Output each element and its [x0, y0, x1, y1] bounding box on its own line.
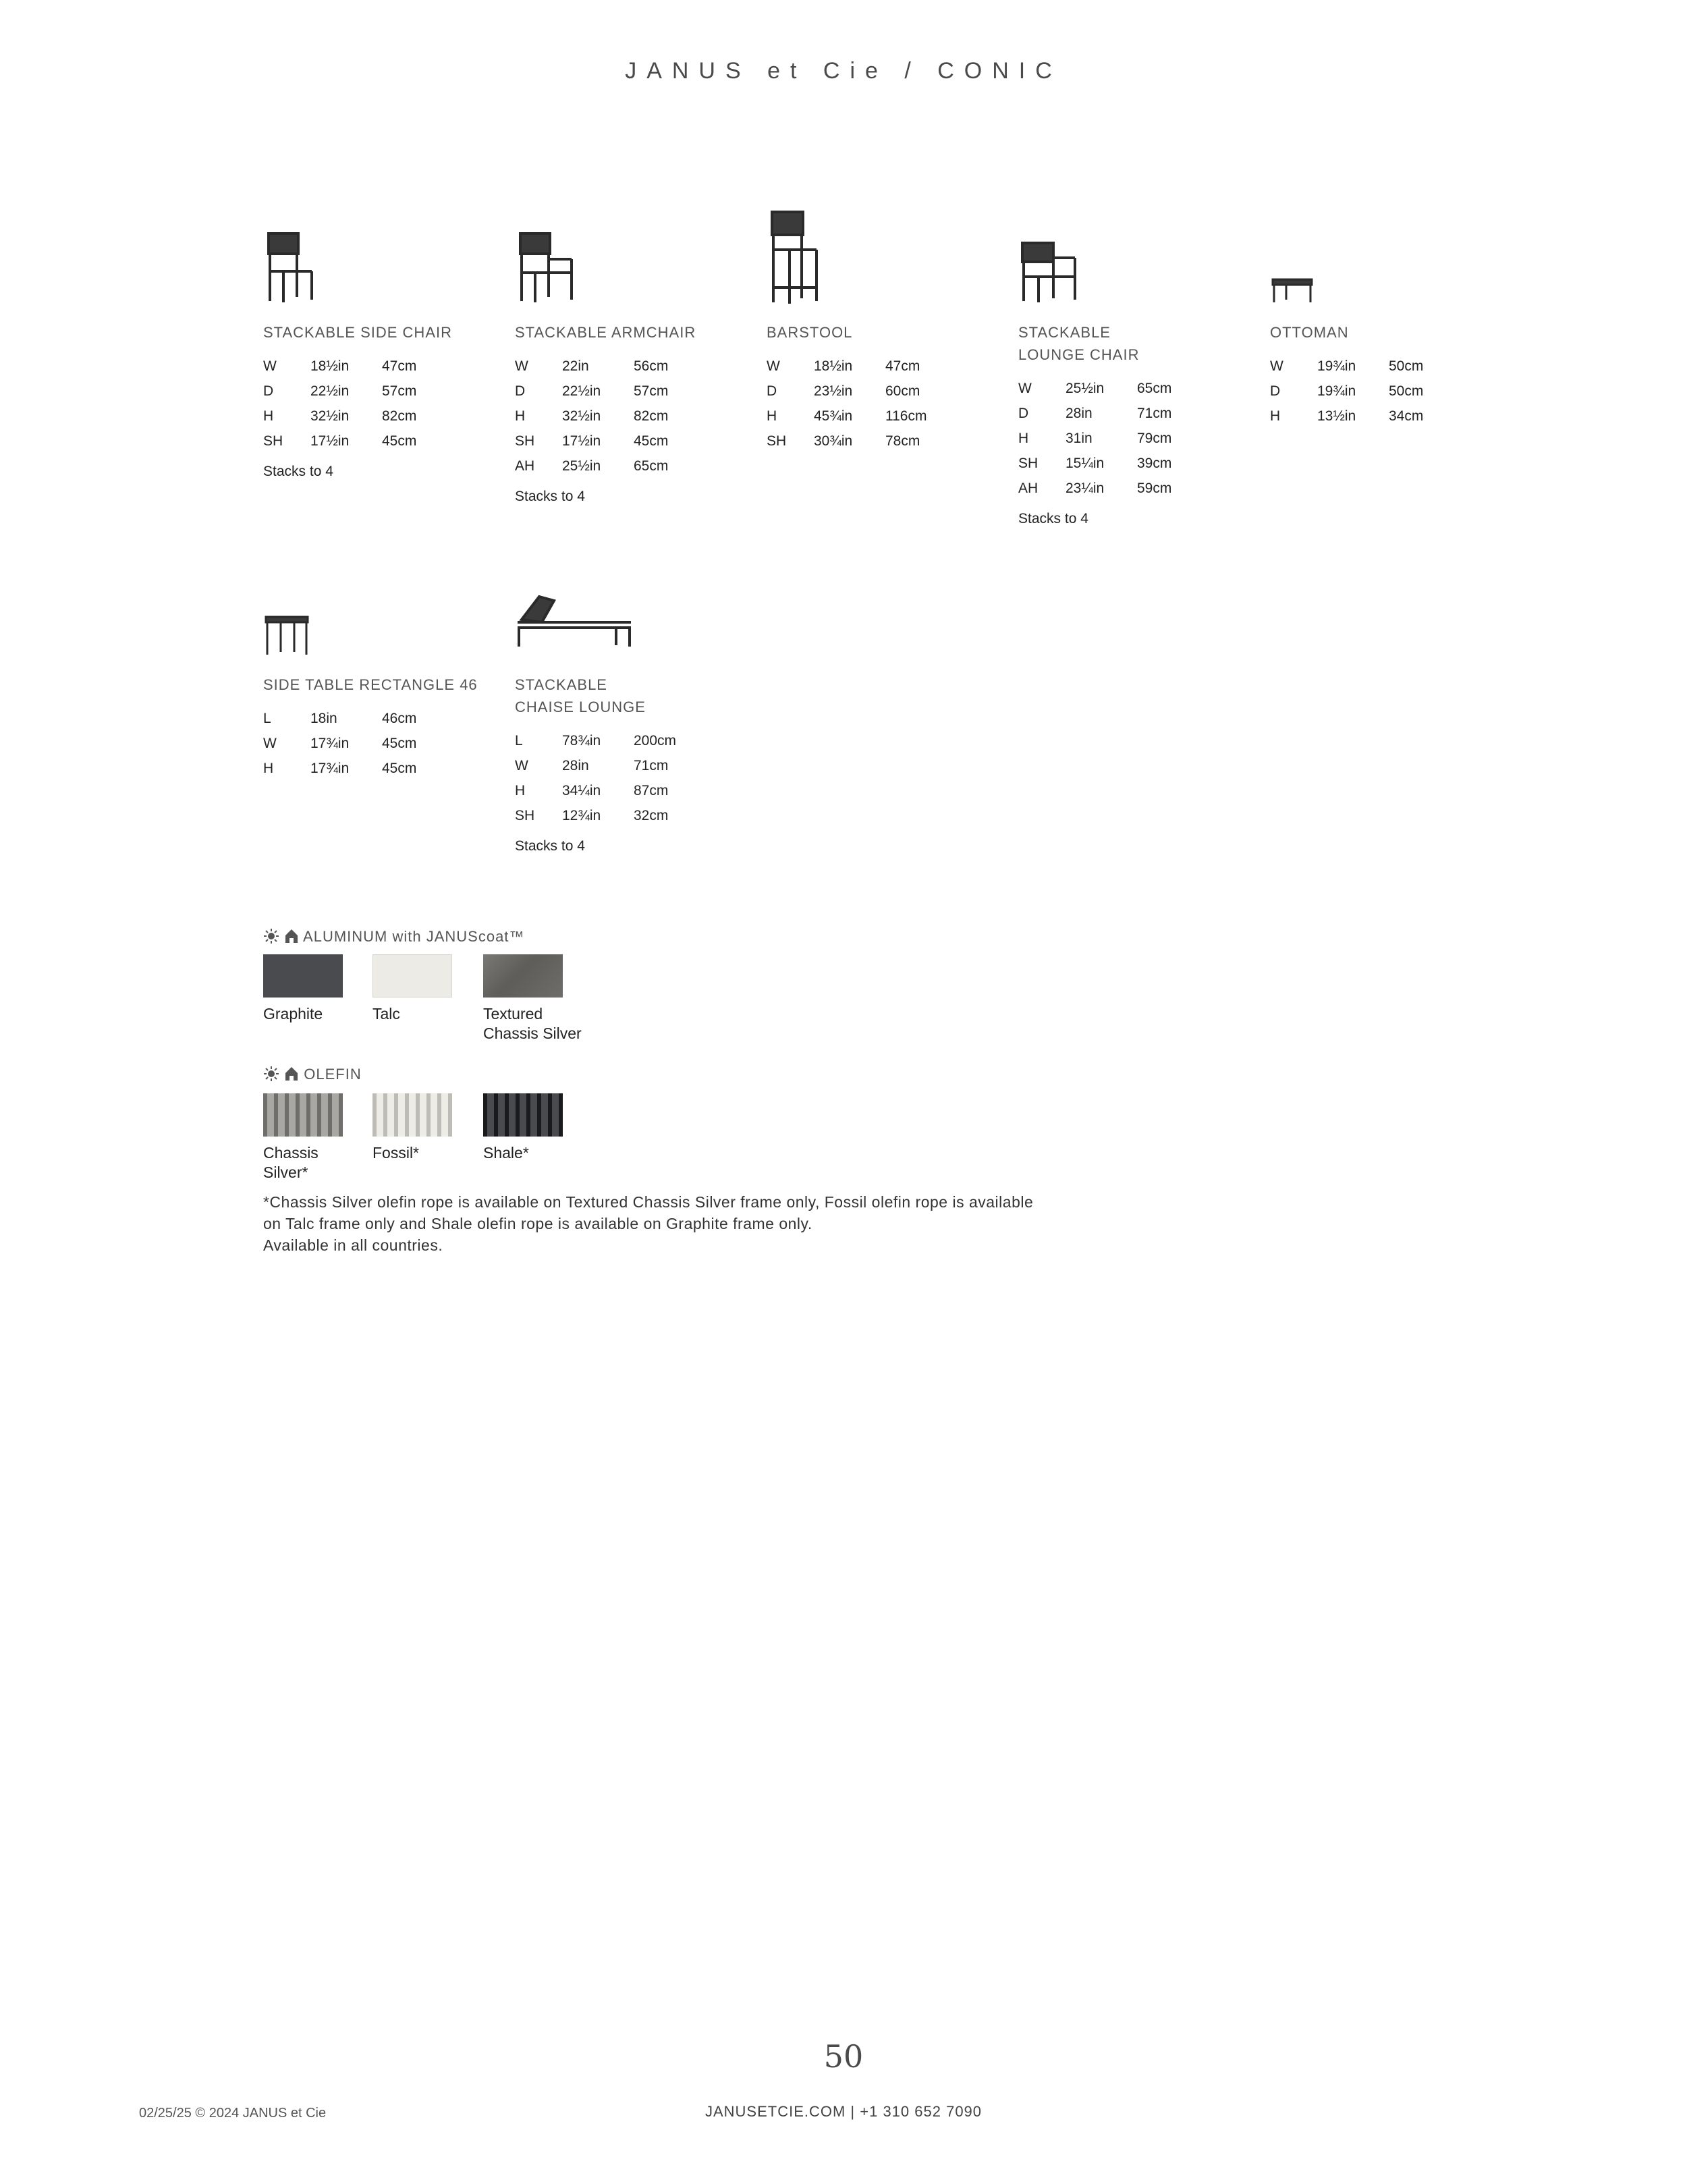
- spec-row: [1270, 404, 1472, 429]
- swatch-shale-weave: [483, 1093, 563, 1137]
- footnote-line: Available in all countries.: [263, 1236, 443, 1254]
- spec-row: [515, 803, 717, 828]
- spec-inches: 19¾in: [1317, 358, 1356, 374]
- spec-row: [1270, 379, 1472, 404]
- home-icon: [284, 928, 299, 944]
- side-table-image: [263, 614, 312, 657]
- spec-row: [263, 706, 466, 731]
- spec-label: D: [767, 383, 777, 399]
- spec-cm: 71cm: [1137, 406, 1172, 421]
- spec-label: L: [515, 733, 523, 748]
- spec-inches: 34¼in: [562, 783, 601, 798]
- spec-inches: 28in: [1066, 406, 1093, 421]
- spec-label: H: [515, 408, 526, 424]
- spec-label: W: [1018, 381, 1032, 396]
- spec-cm: 57cm: [382, 383, 417, 399]
- spec-label: H: [515, 783, 526, 798]
- spec-cm: 39cm: [1137, 456, 1172, 471]
- spec-cm: 65cm: [634, 458, 669, 474]
- spec-cm: 32cm: [634, 808, 669, 823]
- swatch-label: Textured Chassis Silver: [483, 1005, 582, 1042]
- spec-inches: 22½in: [310, 383, 350, 399]
- footnote-line: *Chassis Silver olefin rope is available on Textured Chassis Silver frame only, Fossil olefin rope is available: [263, 1193, 1034, 1211]
- spec-inches: 78¾in: [562, 733, 601, 748]
- spec-inches: 19¾in: [1317, 383, 1356, 399]
- spec-inches: 18½in: [814, 358, 853, 374]
- spec-row: [263, 756, 466, 781]
- spec-label: SH: [515, 433, 535, 449]
- spec-cm: 45cm: [382, 433, 417, 449]
- spec-row: [263, 404, 466, 429]
- spec-label: SH: [767, 433, 787, 449]
- spec-label: W: [515, 758, 528, 773]
- spec-label: D: [263, 383, 274, 399]
- spec-label: AH: [515, 458, 535, 474]
- spec-label: H: [1270, 408, 1281, 424]
- spec-label: D: [1270, 383, 1281, 399]
- aluminum-heading: [263, 926, 524, 948]
- spec-cm: 60cm: [885, 383, 920, 399]
- spec-inches: 15¼in: [1066, 456, 1105, 471]
- date-copyright: 02/25/25 © 2024 JANUS et Cie: [139, 2106, 327, 2121]
- home-icon: [284, 1066, 299, 1082]
- page-header: JANUS et Cie / CONIC: [625, 58, 1062, 84]
- spec-label: D: [515, 383, 526, 399]
- spec-label: W: [263, 358, 277, 374]
- spec-cm: 57cm: [634, 383, 669, 399]
- olefin-heading-text: OLEFIN: [304, 1066, 362, 1083]
- spec-label: SH: [263, 433, 283, 449]
- spec-inches: 25½in: [1066, 381, 1105, 396]
- spec-row: [263, 354, 466, 379]
- spec-label: SH: [515, 808, 535, 823]
- spec-inches: 45¾in: [814, 408, 853, 424]
- spec-cm: 45cm: [382, 761, 417, 776]
- swatch-fossil-weave: [372, 1093, 452, 1137]
- lounge-chair-image: [1018, 239, 1086, 306]
- spec-label: H: [1018, 431, 1029, 446]
- spec-inches: 17¾in: [310, 761, 350, 776]
- spec-cm: 50cm: [1389, 358, 1424, 374]
- spec-label: L: [263, 711, 271, 726]
- spec-cm: 78cm: [885, 433, 920, 449]
- spec-inches: 18½in: [310, 358, 350, 374]
- product-name: STACKABLE LOUNGE CHAIR: [1018, 324, 1140, 363]
- spec-label: W: [767, 358, 780, 374]
- spec-row: [515, 404, 717, 429]
- olefin-heading: [263, 1064, 362, 1085]
- spec-cm: 71cm: [634, 758, 669, 773]
- spec-row: [767, 429, 969, 454]
- sun-icon: [263, 928, 279, 944]
- spec-inches: 22½in: [562, 383, 601, 399]
- spec-cm: 45cm: [382, 736, 417, 751]
- spec-cm: 47cm: [382, 358, 417, 374]
- spec-row: [1270, 354, 1472, 379]
- spec-label: W: [1270, 358, 1283, 374]
- spec-inches: 23¼in: [1066, 481, 1105, 496]
- spec-label: H: [263, 761, 274, 776]
- spec-row: [263, 429, 466, 454]
- spec-row: [1018, 426, 1221, 451]
- spec-inches: 31in: [1066, 431, 1093, 446]
- swatch-talc: [372, 954, 452, 998]
- swatch-textured-chassis-silver: [483, 954, 563, 998]
- spec-row: [515, 728, 717, 753]
- armchair-image: [515, 229, 582, 304]
- spec-label: AH: [1018, 481, 1039, 496]
- stacking-note: Stacks to 4: [1018, 511, 1088, 526]
- spec-cm: 200cm: [634, 733, 677, 748]
- availability-footnote: [263, 1191, 1140, 1256]
- spec-inches: 25½in: [562, 458, 601, 474]
- spec-row: [515, 753, 717, 778]
- spec-inches: 17½in: [310, 433, 350, 449]
- spec-label: H: [263, 408, 274, 424]
- spec-inches: 32½in: [310, 408, 350, 424]
- spec-inches: 12¾in: [562, 808, 601, 823]
- swatch-chassis-silver-weave: [263, 1093, 343, 1137]
- swatch-label: Shale*: [483, 1144, 529, 1162]
- spec-cm: 50cm: [1389, 383, 1424, 399]
- product-name: BARSTOOL: [767, 324, 853, 341]
- spec-cm: 59cm: [1137, 481, 1172, 496]
- spec-row: [515, 778, 717, 803]
- contact-info: JANUSETCIE.COM | +1 310 652 7090: [704, 2103, 983, 2120]
- spec-row: [1018, 476, 1221, 501]
- stacking-note: Stacks to 4: [515, 838, 585, 854]
- spec-row: [515, 454, 717, 479]
- spec-cm: 56cm: [634, 358, 669, 374]
- product-name: STACKABLE SIDE CHAIR: [263, 324, 452, 341]
- product-name: OTTOMAN: [1270, 324, 1349, 341]
- sun-icon: [263, 1066, 279, 1082]
- spec-inches: 30¾in: [814, 433, 853, 449]
- chaise-lounge-image: [515, 591, 636, 651]
- spec-row: [515, 429, 717, 454]
- spec-label: SH: [1018, 456, 1039, 471]
- spec-row: [767, 379, 969, 404]
- spec-inches: 28in: [562, 758, 589, 773]
- spec-label: D: [1018, 406, 1029, 421]
- swatch-graphite: [263, 954, 343, 998]
- spec-label: W: [515, 358, 528, 374]
- spec-row: [263, 731, 466, 756]
- product-name: STACKABLE CHAISE LOUNGE: [515, 676, 646, 715]
- spec-inches: 17¾in: [310, 736, 350, 751]
- aluminum-heading-text: ALUMINUM with JANUScoat™: [303, 928, 525, 945]
- spec-cm: 65cm: [1137, 381, 1172, 396]
- spec-row: [1018, 376, 1221, 401]
- spec-row: [1018, 401, 1221, 426]
- spec-cm: 82cm: [382, 408, 417, 424]
- spec-inches: 18in: [310, 711, 337, 726]
- spec-row: [767, 404, 969, 429]
- ottoman-image: [1270, 277, 1317, 305]
- spec-inches: 17½in: [562, 433, 601, 449]
- swatch-label: Talc: [372, 1005, 400, 1022]
- side-chair-image: [263, 229, 324, 304]
- spec-cm: 34cm: [1389, 408, 1424, 424]
- swatch-label: Graphite: [263, 1005, 323, 1022]
- spec-row: [515, 354, 717, 379]
- swatch-label: Fossil*: [372, 1144, 420, 1162]
- spec-row: [1018, 451, 1221, 476]
- spec-cm: 46cm: [382, 711, 417, 726]
- swatch-label: Chassis Silver*: [263, 1144, 319, 1181]
- footnote-line: on Talc frame only and Shale olefin rope is available on Graphite frame only.: [263, 1215, 812, 1232]
- product-name: SIDE TABLE RECTANGLE 46: [263, 676, 478, 693]
- spec-cm: 116cm: [885, 408, 927, 424]
- stacking-note: Stacks to 4: [515, 489, 585, 504]
- spec-inches: 23½in: [814, 383, 853, 399]
- spec-inches: 32½in: [562, 408, 601, 424]
- stacking-note: Stacks to 4: [263, 464, 333, 479]
- spec-label: W: [263, 736, 277, 751]
- spec-cm: 45cm: [634, 433, 669, 449]
- spec-row: [767, 354, 969, 379]
- spec-cm: 47cm: [885, 358, 920, 374]
- page-number: 50: [823, 2038, 864, 2075]
- spec-cm: 79cm: [1137, 431, 1172, 446]
- spec-row: [263, 379, 466, 404]
- spec-inches: 13½in: [1317, 408, 1356, 424]
- spec-inches: 22in: [562, 358, 589, 374]
- spec-cm: 82cm: [634, 408, 669, 424]
- spec-label: H: [767, 408, 777, 424]
- barstool-image: [767, 208, 827, 306]
- spec-row: [515, 379, 717, 404]
- spec-cm: 87cm: [634, 783, 669, 798]
- product-name: STACKABLE ARMCHAIR: [515, 324, 696, 341]
